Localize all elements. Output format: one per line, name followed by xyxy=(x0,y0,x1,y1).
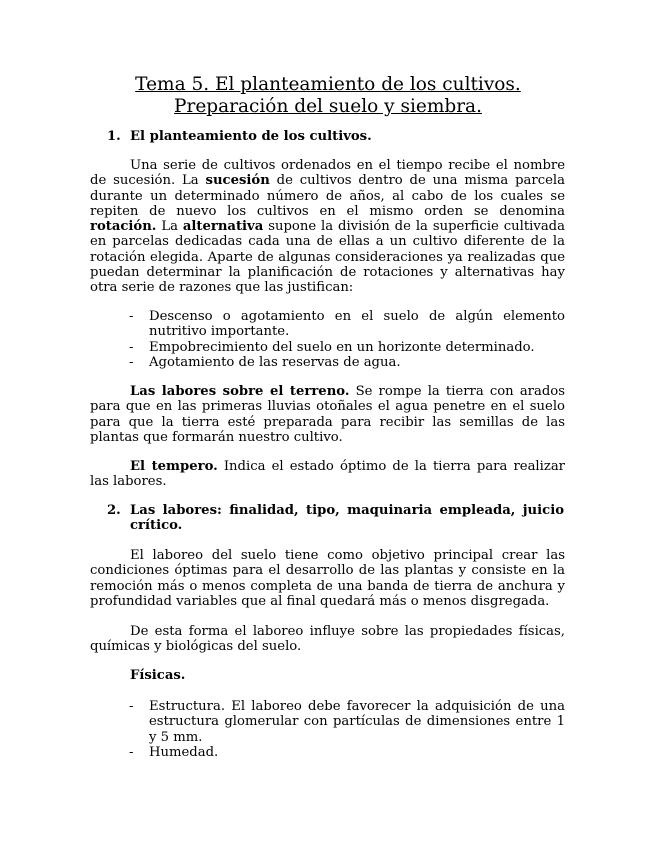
text-run: La xyxy=(156,219,183,235)
text-run: Una serie de cultivos ordenados en el tiempo recibe el nombre de sucesión. La xyxy=(90,158,565,189)
paragraph-labores-terreno xyxy=(90,384,565,445)
list-item: - Estructura. El laboreo debe favorecer la adquisición de una estructura glomerular con partículas de dimensiones entre 1 y 5 mm. xyxy=(129,699,565,745)
list-item: - Agotamiento de las reservas de agua. xyxy=(129,355,565,370)
reasons-list xyxy=(129,309,565,370)
list-item: - Descenso o agotamiento en el suelo de algún elemento nutritivo importante. xyxy=(129,309,565,340)
paragraph-sucesion xyxy=(90,158,565,296)
text-run: Indica el estado óptimo de la tierra para realizar las labores. xyxy=(90,459,565,490)
list-item: - Humedad. xyxy=(129,745,565,760)
text-run: Se rompe la tierra con arados para que en las primeras lluvias otoñales el agua penetre en el suelo para que la tierra esté preparada para recibir las semillas de las plantas que formarán nuestro cultivo. xyxy=(90,384,565,445)
paragraph-tempero xyxy=(90,459,565,490)
physical-properties-list xyxy=(129,699,565,760)
section-1-number: 1. xyxy=(107,129,121,144)
bold-term-sucesion: sucesión xyxy=(205,173,270,189)
subheading-fisicas: Físicas. xyxy=(130,668,186,683)
bold-term-labores: Las labores sobre el terreno. xyxy=(130,384,350,399)
section-2-heading xyxy=(107,503,565,534)
title-line-1: Tema 5. El planteamiento de los cultivos. xyxy=(135,74,521,95)
text-run: de cultivos dentro de una misma parcela durante un determinado número de años, al cabo de los cuales se repiten de nuevo los cultivos en el mismo orden se denomina xyxy=(90,173,565,219)
section-1-title: El planteamiento de los cultivos. xyxy=(130,129,372,144)
paragraph-propiedades: De esta forma el laboreo influye sobre las propiedades físicas, químicas y biológicas del suelo. xyxy=(90,624,565,655)
text-run: supone la división de la superficie cultivada en parcelas dedicadas cada una de ellas a un cultivo diferente de la rotación elegida. Aparte de algunas consideraciones ya realizadas que puedan determinar la planificación de rotaciones y alternativas hay otra serie de razones que las justifican: xyxy=(90,219,565,296)
page-title xyxy=(90,74,566,118)
title-line-2: Preparación del suelo y siembra. xyxy=(174,96,482,117)
paragraph-laboreo: El laboreo del suelo tiene como objetivo principal crear las condiciones óptimas para el desarrollo de las plantas y consiste en la remoción más o menos completa de una banda de tierra de anchura y profundidad variables que al final quedará más o menos disgregada. xyxy=(90,548,565,609)
bold-term-rotacion: rotación. xyxy=(90,219,157,235)
bold-term-alternativa: alternativa xyxy=(182,219,264,235)
section-1-heading xyxy=(107,129,372,144)
section-2-number: 2. xyxy=(107,503,121,518)
list-item: - Empobrecimiento del suelo en un horizonte determinado. xyxy=(129,340,565,355)
section-2-title: Las labores: finalidad, tipo, maquinaria empleada, juicio crítico. xyxy=(130,503,564,534)
bold-term-tempero: El tempero. xyxy=(130,459,218,474)
